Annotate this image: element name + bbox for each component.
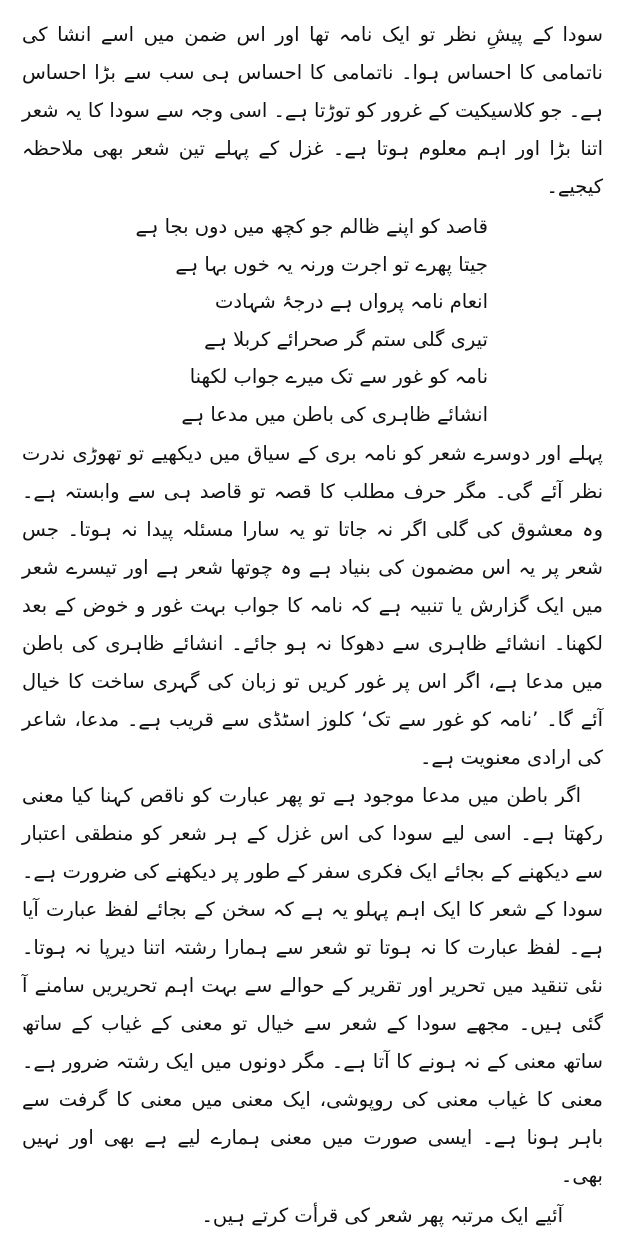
verse-line: جیتا پھرے تو اجرت ورنہ یہ خوں بہا ہے [175, 252, 488, 276]
verse-line: انشائے ظاہری کی باطن میں مدعا ہے [181, 402, 488, 426]
verse-line: انعام نامہ پرواں ہے درجۂ شہادت [214, 290, 488, 313]
verse-line: قاصد کو اپنے ظالم جو کچھ میں دوں بجا ہے [135, 215, 488, 238]
body-paragraph-1: پہلے اور دوسرے شعر کو نامہ بری کے سیاق میں دیکھیے تو تھوڑی ندرت نظر آئے گی۔ مگر حرف مطلب کا قصہ تو قاصد ہی سے وابستہ ہے۔ وہ معشوق کی گلی اگر نہ جاتا تو یہ سارا مسئلہ پیدا نہ ہوتا۔ جس شعر پر یہ اس مضمون کی بنیاد ہے وہ چوتھا شعر ہے اور تیسرے شعر میں ایک گزارش یا تنبیہ ہے کہ نامہ کا جواب بہت غور و خوض کے بعد لکھنا۔ انشائے ظاہری سے دھوکا نہ ہو جائے۔ انشائے ظاہری کی باطن میں مدعا ہے، اگر اس پر غور کریں تو زبان کی گہری ساخت کا خیال آئے گا۔ ’نامہ کو غور سے تک‘ کلوز اسٹڈی سے قریب ہے۔ مدعا، شاعر کی ارادی معنویت ہے۔ [22, 442, 603, 769]
verse-line: نامہ کو غور سے تک میرے جواب لکھنا [189, 365, 488, 388]
ghazal-verses [22, 208, 603, 433]
closing-line: آئیے ایک مرتبہ پھر شعر کی قرأت کرتے ہیں۔ [201, 1204, 563, 1227]
verse-line: تیری گلی ستم گر صحرائے کربلا ہے [204, 327, 488, 351]
intro-paragraph: سودا کے پیشِ نظر تو ایک نامہ تھا اور اس ضمن میں اسے انشا کی ناتمامی کا احساس ہوا۔ ناتمامی کا احساس ہی سب سے بڑا احساس ہے۔ جو کلاسیکیت کے غرور کو توڑتا ہے۔ اسی وجہ سے سودا کا یہ شعر اتنا بڑا اور اہم معلوم ہوتا ہے۔ غزل کے پہلے تین شعر بھی ملاحظہ کیجیے۔ [22, 23, 603, 198]
body-paragraph-2: اگر باطن میں مدعا موجود ہے تو پھر عبارت کو ناقص کہنا کیا معنی رکھتا ہے۔ اسی لیے سودا کی اس غزل کے ہر شعر کو منطقی اعتبار سے دیکھنے کے بجائے ایک فکری سفر کے طور پر دیکھنے کی ضرورت ہے۔ سودا کے شعر کا ایک اہم پہلو یہ ہے کہ سخن کے بجائے لفظ عبارت آیا ہے۔ لفظ عبارت کا نہ ہوتا تو شعر سے ہمارا رشتہ اتنا دیرپا نہ ہوتا۔ نئی تنقید میں تحریر اور تقریر کے حوالے سے بہت اہم تحریریں سامنے آ گئی ہیں۔ مجھے سودا کے شعر سے خیال تو معنی کے غیاب کے ساتھ ساتھ معنی کے نہ ہونے کا آتا ہے۔ مگر دونوں میں ایک رشتہ ضرور ہے۔ معنی کا غیاب معنی کی روپوشی، ایک معنی میں معنی کا گرفت سے باہر ہونا ہے۔ ایسی صورت میں معنی ہمارے لیے ہے بھی اور نہیں بھی۔ [22, 784, 603, 1187]
